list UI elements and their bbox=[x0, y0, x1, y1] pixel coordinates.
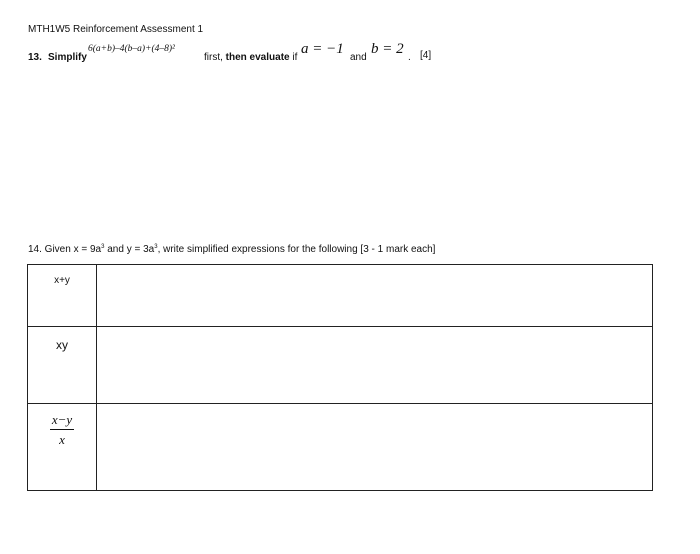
x-plus-y-label: x+y bbox=[54, 275, 70, 286]
q14-suffix: , write simplified expressions for the following [3 - 1 mark each] bbox=[157, 244, 436, 255]
evaluate-instruction bbox=[204, 52, 297, 63]
table-row bbox=[28, 327, 653, 403]
question-13-number: 13. bbox=[28, 52, 42, 63]
y-exponent: 3 bbox=[154, 244, 158, 250]
answer-cell-x-plus-y[interactable] bbox=[97, 265, 653, 327]
question-13 bbox=[28, 40, 678, 66]
x-exponent: 3 bbox=[101, 244, 105, 250]
xy-label: xy bbox=[56, 338, 68, 353]
q14-middle: and y = 3a bbox=[104, 244, 155, 255]
if-text: if bbox=[292, 52, 298, 63]
b-value: b = 2 bbox=[371, 41, 404, 57]
simplify-label: Simplify bbox=[48, 52, 87, 63]
row-label-cell bbox=[28, 403, 97, 490]
period: . bbox=[408, 52, 411, 63]
question-13-marks: [4] bbox=[420, 50, 432, 61]
fraction-denominator: x bbox=[59, 431, 65, 447]
assessment-title: MTH1W5 Reinforcement Assessment 1 bbox=[28, 24, 204, 35]
and-text: and bbox=[350, 52, 367, 63]
answer-table bbox=[27, 264, 653, 491]
table-row bbox=[28, 403, 653, 490]
question-14-instructions bbox=[28, 244, 435, 255]
row-label-cell bbox=[28, 265, 97, 327]
expression-to-simplify: 6(a+b)–4(b–a)+(4–8)² bbox=[88, 44, 175, 54]
answer-cell-xy[interactable] bbox=[97, 327, 653, 403]
x-minus-y-over-x-label bbox=[50, 412, 74, 448]
a-value: a = −1 bbox=[301, 41, 344, 57]
row-label-cell bbox=[28, 327, 97, 403]
table-row bbox=[28, 265, 653, 327]
q14-prefix: 14. Given x = 9a bbox=[28, 244, 102, 255]
answer-cell-x-minus-y-over-x[interactable] bbox=[97, 403, 653, 490]
fraction-numerator: x−y bbox=[50, 412, 74, 430]
then-evaluate-text: then evaluate bbox=[225, 52, 290, 63]
first-text: first, bbox=[204, 52, 223, 63]
